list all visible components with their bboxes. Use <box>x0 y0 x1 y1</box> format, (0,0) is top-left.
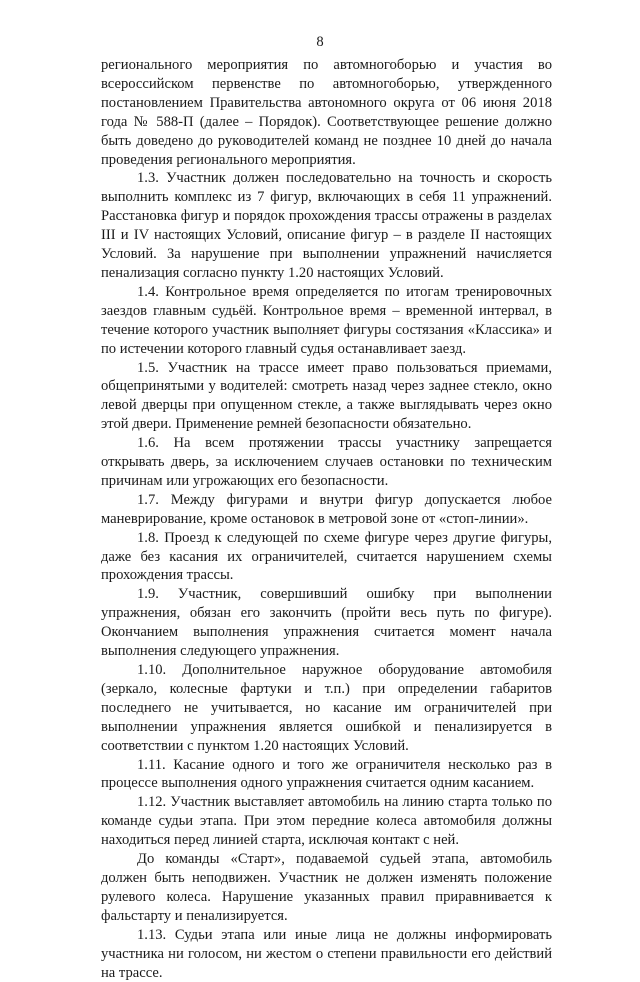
paragraph-1-7: 1.7. Между фигурами и внутри фигур допускается любое маневрирование, кроме остановок в метровой зоне от «стоп-линии». <box>101 491 552 527</box>
paragraph-1-9: 1.9. Участник, совершивший ошибку при выполнении упражнения, обязан его закончить (пройти весь путь по фигуре). Окончанием выполнения упражнения считается момент начала выполнения следующего упражнения. <box>101 586 552 660</box>
paragraph-1-8: 1.8. Проезд к следующей по схеме фигуре через другие фигуры, даже без касания их ограничителей, считается нарушением схемы прохождения трассы. <box>101 529 552 584</box>
paragraph-continuation: регионального мероприятия по автомногоборью и участия во всероссийском первенстве по автомногоборью, утвержденного постановлением Правительства автономного округа от 06 июня 2018 года № 588-П (далее – Порядок). Соответствующее решение должно быть доведено до руководителей команд не позднее 10 дней до начала проведения регионального мероприятия. <box>101 57 552 168</box>
paragraph-1-11: 1.11. Касание одного и того же ограничителя несколько раз в процессе выполнения одного упражнения считается одним касанием. <box>101 756 552 792</box>
paragraph-1-12-cont: До команды «Старт», подаваемой судьей этапа, автомобиль должен быть неподвижен. Участник не должен изменять положение рулевого колеса. Нарушение указанных правил приравнивается к фальстарту и пенализируется. <box>101 851 552 924</box>
paragraph-1-3: 1.3. Участник должен последовательно на точность и скорость выполнить комплекс из 7 фигур, включающих в себя 11 упражнений. Расстановка фигур и порядок прохождения трассы отражены в разделах III и IV настоящих Условий, описание фигур – в разделе II настоящих Условий. За нарушение при выполнении упражнений начисляется пенализация согласно пункту 1.20 настоящих Условий. <box>101 170 552 281</box>
document-body <box>101 56 552 982</box>
paragraph-1-12: 1.12. Участник выставляет автомобиль на линию старта только по команде судьи этапа. При этом передние колеса автомобиля должны находиться перед линией старта, исключая контакт с ней. <box>101 794 552 849</box>
paragraph-1-4: 1.4. Контрольное время определяется по итогам тренировочных заездов главным судьёй. Контрольное время – временной интервал, в течение которого участник выполняет фигуры состязания «Классика» и по истечении которого главный судья останавливает заезд. <box>101 283 552 357</box>
paragraph-1-6: 1.6. На всем протяжении трассы участнику запрещается открывать дверь, за исключением случаев остановки по техническим причинам или угрожающих его безопасности. <box>101 435 552 489</box>
page-number: 8 <box>316 34 324 50</box>
paragraph-1-13: 1.13. Судьи этапа или иные лица не должны информировать участника ни голосом, ни жестом о степени правильности его действий на трассе. <box>101 926 552 981</box>
paragraph-1-10: 1.10. Дополнительное наружное оборудование автомобиля (зеркало, колесные фартуки и т.п.) при определении габаритов последнего не учитывается, но касание им ограничителей при выполнении упражнения является ошибкой и пенализируется в соответствии с пунктом 1.20 настоящих Условий. <box>101 662 552 754</box>
paragraph-1-5: 1.5. Участник на трассе имеет право пользоваться приемами, общепринятыми у водителей: смотреть назад через заднее стекло, окно левой дверцы при опущенном стекле, а также выглядывать через окно этой двери. Применение ремней безопасности обязательно. <box>101 359 552 433</box>
